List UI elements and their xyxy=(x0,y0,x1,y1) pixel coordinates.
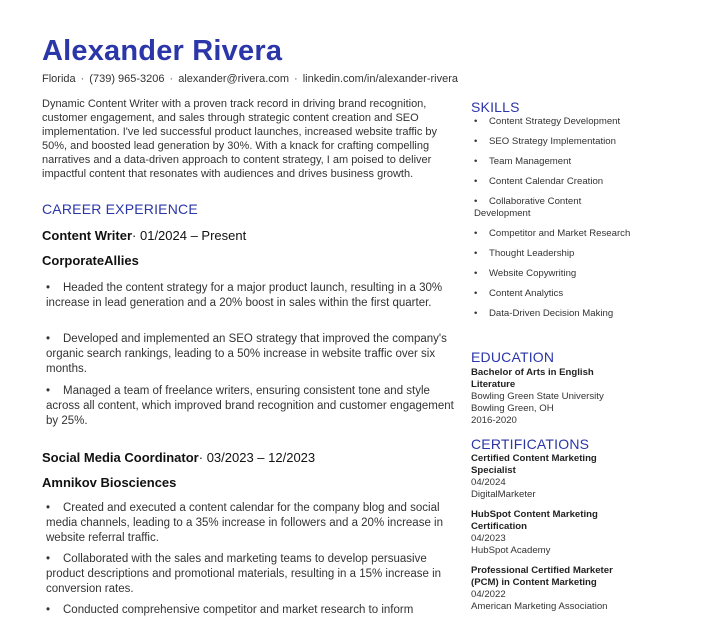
skill-label: Competitor and Market Research xyxy=(489,228,631,239)
contact-linkedin[interactable]: linkedin.com/in/alexander-rivera xyxy=(302,73,458,85)
skill-item xyxy=(474,268,634,280)
certification-issuer: American Marketing Association xyxy=(471,601,608,612)
separator-dot: · xyxy=(294,73,298,85)
separator-dot: · xyxy=(80,73,85,85)
skill-item xyxy=(474,308,634,320)
bullet-dot: • xyxy=(474,268,478,279)
bullet-dot: • xyxy=(474,288,478,299)
skill-label: Team Management xyxy=(489,156,572,167)
bullet-dot: • xyxy=(46,553,51,565)
skill-label: SEO Strategy Implementation xyxy=(489,136,616,147)
skill-label: Collaborative Content Development xyxy=(474,196,582,219)
bullet-dot: • xyxy=(46,282,51,294)
bullet-dot: • xyxy=(46,604,51,616)
certification-name: Professional Certified Marketer (PCM) in Content Marketing xyxy=(471,565,613,588)
skill-label: Website Copywriting xyxy=(489,268,577,279)
job-title: Content Writer xyxy=(42,228,133,243)
skill-item xyxy=(474,288,634,300)
job-bullet xyxy=(46,332,454,377)
skill-item xyxy=(474,196,634,220)
bullet-dot: • xyxy=(474,248,478,259)
bullet-text: Headed the content strategy for a major product launch, resulting in a 30% increase in lead generation and a 20% boost in sales within the first quarter. xyxy=(46,282,443,309)
education-entry xyxy=(471,367,631,427)
certification-date: 04/2023 xyxy=(471,533,506,544)
skill-label: Content Calendar Creation xyxy=(489,176,604,187)
resume-name: Alexander Rivera xyxy=(42,35,283,67)
job-title: Social Media Coordinator xyxy=(42,450,199,465)
certification-entry xyxy=(471,565,631,613)
contact-phone[interactable]: (739) 965-3206 xyxy=(89,73,165,85)
bullet-dot: • xyxy=(474,308,478,319)
bullet-dot: • xyxy=(474,228,478,239)
certification-name: Certified Content Marketing Specialist xyxy=(471,453,597,476)
job-bullet xyxy=(46,384,454,429)
certification-entry xyxy=(471,453,631,501)
bullet-text: Created and executed a content calendar for the company blog and social media channels, leading to a 35% increase in followers and a 20% increase in website referral traffic. xyxy=(46,502,443,544)
skills-heading: SKILLS xyxy=(471,99,520,115)
bullet-dot: • xyxy=(46,502,51,514)
bullet-text: Managed a team of freelance writers, ensuring consistent tone and style across all content, which improved brand recognition and customer engagement by 25%. xyxy=(46,385,454,427)
certification-issuer: HubSpot Academy xyxy=(471,545,551,556)
skill-item xyxy=(474,136,634,148)
job-bullet xyxy=(46,281,454,311)
bullet-dot: • xyxy=(474,196,478,207)
job-title-line xyxy=(42,450,315,465)
skill-item xyxy=(474,116,634,128)
certification-name: HubSpot Content Marketing Certification xyxy=(471,509,598,532)
bullet-dot: • xyxy=(474,136,478,147)
bullet-text: Conducted comprehensive competitor and market research to inform xyxy=(63,604,414,616)
skill-label: Content Analytics xyxy=(489,288,564,299)
certification-entry xyxy=(471,509,631,557)
contact-location: Florida xyxy=(42,73,76,85)
job-dates: · 03/2023 – 12/2023 xyxy=(198,450,316,465)
skill-item xyxy=(474,248,634,260)
education-location: Bowling Green, OH xyxy=(471,403,554,414)
bullet-dot: • xyxy=(474,156,478,167)
job-bullet xyxy=(46,552,454,597)
contact-line xyxy=(42,73,458,85)
skill-label: Content Strategy Development xyxy=(489,116,621,127)
education-heading: EDUCATION xyxy=(471,349,555,365)
education-dates: 2016-2020 xyxy=(471,415,517,426)
separator-dot: · xyxy=(169,73,174,85)
skill-label: Thought Leadership xyxy=(489,248,575,259)
skill-item xyxy=(474,176,634,188)
bullet-text: Collaborated with the sales and marketing teams to develop persuasive product descriptions and promotional materials, resulting in a 15% increase in conversion rates. xyxy=(46,553,442,595)
job-title-line xyxy=(42,228,246,243)
company-name: Amnikov Biosciences xyxy=(42,475,177,490)
bullet-dot: • xyxy=(46,385,51,397)
education-school: Bowling Green State University xyxy=(471,391,604,402)
bullet-dot: • xyxy=(474,116,478,127)
job-bullet xyxy=(46,501,454,546)
certification-date: 04/2022 xyxy=(471,589,506,600)
bullet-dot: • xyxy=(474,176,478,187)
skills-list xyxy=(474,114,634,320)
bullet-text: Developed and implemented an SEO strategy that improved the company's organic search rankings, leading to a 50% increase in website traffic over six months. xyxy=(46,333,447,375)
certification-date: 04/2024 xyxy=(471,477,506,488)
skill-item xyxy=(474,156,634,168)
education-degree: Bachelor of Arts in English Literature xyxy=(471,367,594,390)
certification-issuer: DigitalMarketer xyxy=(471,489,536,500)
experience-heading: CAREER EXPERIENCE xyxy=(42,201,198,217)
contact-email[interactable]: alexander@rivera.com xyxy=(178,73,290,85)
certifications-heading: CERTIFICATIONS xyxy=(471,436,590,452)
summary-paragraph: Dynamic Content Writer with a proven track record in driving brand recognition, customer engagement, and sales through strategic content creation and SEO implementation. I've led successful product launches, increased website traffic by 50%, and boosted lead generation by 30%. With a knack for crafting compelling narratives and a data-driven approach to content strategy, I am poised to deliver impactful content that resonates with audiences and drives business growth. xyxy=(42,98,438,180)
bullet-dot: • xyxy=(46,333,51,345)
company-name: CorporateAllies xyxy=(42,253,139,268)
job-bullet xyxy=(46,603,454,618)
job-dates: · 01/2024 – Present xyxy=(132,228,247,243)
skill-label: Data-Driven Decision Making xyxy=(489,308,614,319)
skill-item xyxy=(474,228,634,240)
